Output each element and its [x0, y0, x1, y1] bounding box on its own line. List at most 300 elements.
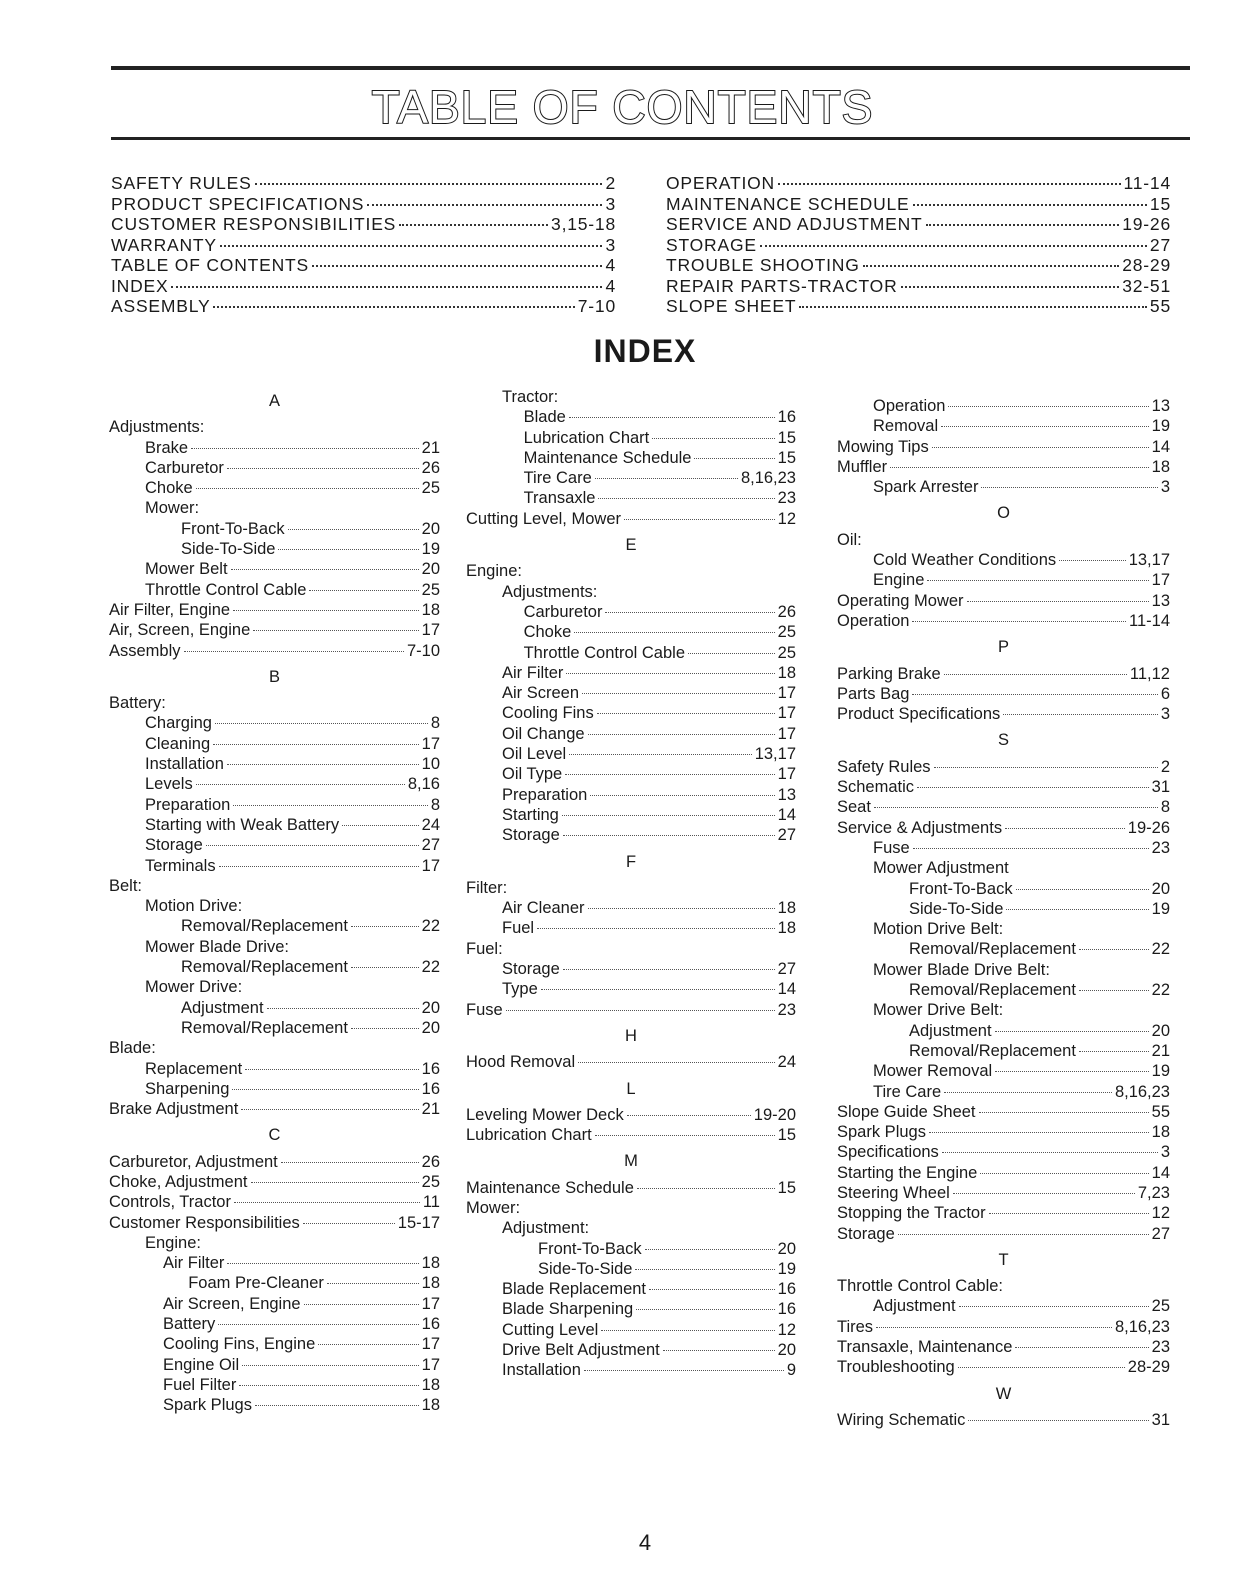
dot-leader: [1006, 909, 1148, 910]
dot-leader: [278, 549, 418, 550]
dot-leader: [253, 630, 418, 631]
index-entry-label: Adjustments:: [502, 582, 598, 601]
dot-leader: [537, 928, 775, 929]
dot-leader: [351, 967, 419, 968]
toc-entry-label: ASSEMBLY: [111, 296, 211, 316]
index-entry-label: Air Screen: [502, 684, 580, 703]
index-entry-label: Product Specifications: [837, 705, 1001, 724]
index-entry-label: Front-To-Back: [909, 879, 1013, 898]
dot-leader: [694, 458, 774, 459]
index-entry-page: 15: [777, 428, 796, 447]
index-entry-page: 24: [421, 815, 440, 834]
index-entry: [837, 530, 1170, 550]
index-entry: [109, 795, 440, 815]
index-letter-heading: H: [625, 1026, 637, 1045]
dot-leader: [196, 488, 419, 489]
index-letter-heading: B: [268, 667, 280, 686]
index-entry: [109, 620, 440, 640]
dot-leader: [206, 845, 419, 846]
index-entry-label: Cutting Level, Mower: [466, 509, 621, 528]
dot-leader: [624, 519, 775, 520]
index-entry-label: Operation: [873, 397, 946, 415]
index-entry-label: Hood Removal: [466, 1053, 576, 1072]
dot-leader: [342, 825, 419, 826]
dot-leader: [213, 744, 419, 745]
index-entry: [466, 683, 796, 703]
index-entry: [109, 713, 440, 733]
toc-entry-page: 3: [605, 193, 616, 214]
index-entry: [466, 703, 796, 723]
index-entry: [466, 724, 796, 744]
index-entry: [109, 1375, 440, 1395]
dot-leader: [574, 632, 774, 633]
dot-leader: [688, 653, 775, 654]
index-entry-label: Air Filter: [502, 663, 564, 682]
index-entry-page: 13: [1151, 591, 1170, 610]
dot-leader: [627, 1115, 751, 1116]
dot-leader: [890, 467, 1149, 468]
index-entry-label: Foam Pre-Cleaner: [188, 1274, 324, 1293]
index-entry: [109, 641, 440, 661]
index-entry-page: 25: [421, 479, 440, 498]
index-entry: [837, 591, 1170, 611]
index-entry-page: 8: [430, 714, 440, 733]
index-entry-label: Maintenance Schedule: [523, 448, 692, 467]
dot-leader: [281, 1162, 419, 1163]
index-entry-label: Mower Drive:: [145, 978, 243, 997]
toc-entry: [666, 276, 1171, 297]
index-entry-label: Mower:: [145, 499, 200, 518]
index-entry-label: Motion Drive:: [145, 897, 243, 916]
index-entry-label: Air Screen, Engine: [163, 1294, 301, 1313]
index-entry-page: 26: [777, 602, 796, 621]
dot-leader: [953, 1193, 1135, 1194]
index-entry-label: Carburetor: [145, 458, 224, 477]
dot-leader: [901, 286, 1120, 288]
dot-leader: [351, 1028, 419, 1029]
index-entry-page: 8,16,23: [740, 469, 796, 488]
dot-leader: [1003, 714, 1158, 715]
index-entry-page: 18: [421, 1396, 440, 1415]
index-entry-label: Choke: [523, 623, 572, 642]
toc-entry: [111, 235, 616, 256]
toc-entry-page: 27: [1149, 234, 1171, 255]
dot-leader: [255, 1405, 419, 1406]
index-entry-page: 25: [777, 623, 796, 642]
dot-leader: [562, 815, 775, 816]
index-entry-label: Engine: [873, 571, 925, 590]
dot-leader: [565, 774, 774, 775]
dot-leader: [1059, 560, 1126, 561]
index-entry-label: Cutting Level: [502, 1320, 599, 1339]
index-entry: [109, 937, 440, 957]
index-entry: [837, 477, 1170, 497]
dot-leader: [652, 438, 774, 439]
index-column-2: [466, 387, 796, 1381]
index-column-3: [837, 396, 1170, 1430]
index-entry-label: Brake Adjustment: [109, 1100, 239, 1119]
toc-entry: [111, 276, 616, 297]
index-entry-label: Starting: [502, 805, 559, 824]
dot-leader: [778, 183, 1121, 185]
index-entry-page: 17: [421, 1335, 440, 1354]
index-entry-label: Sharpening: [145, 1079, 230, 1098]
dot-leader: [233, 610, 419, 611]
index-entry-label: Fuel Filter: [163, 1375, 237, 1394]
index-entry-label: Removal: [873, 417, 939, 436]
dot-leader: [312, 265, 602, 267]
index-entry: [466, 448, 796, 468]
index-entry-label: Safety Rules: [837, 757, 931, 776]
index-entry-label: Preparation: [145, 795, 231, 814]
index-entry-page: 8: [1160, 798, 1170, 817]
toc-entry-label: PRODUCT SPECIFICATIONS: [111, 193, 365, 214]
index-entry: [109, 1079, 440, 1099]
index-entry-label: Adjustment: [909, 1021, 992, 1040]
dot-leader: [958, 1367, 1125, 1368]
index-entry-label: Tires: [837, 1317, 874, 1336]
index-entry: [109, 774, 440, 794]
index-entry-label: Battery: [163, 1315, 216, 1334]
dot-leader: [242, 1365, 419, 1366]
index-entry-page: 18: [421, 1274, 440, 1293]
index-entry-page: 14: [777, 980, 796, 999]
index-entry-label: Spark Arrester: [873, 478, 979, 497]
toc-entry-label: OPERATION: [666, 173, 775, 193]
index-entry-page: 16: [777, 1300, 796, 1319]
index-entry-page: 18: [777, 919, 796, 938]
index-entry-label: Preparation: [502, 785, 588, 804]
index-entry-label: Fuel: [502, 919, 535, 938]
toc-entry-page: 2: [605, 173, 616, 193]
index-entry: [466, 1105, 796, 1125]
index-entry: [109, 498, 440, 518]
index-entry-label: Air Cleaner: [502, 899, 585, 918]
index-entry: [466, 1178, 796, 1198]
dot-leader: [876, 1327, 1112, 1328]
toc-entry-label: SLOPE SHEET: [666, 296, 797, 316]
dot-leader: [799, 306, 1147, 308]
index-entry-page: 12: [1151, 1204, 1170, 1223]
index-entry-page: 28-29: [1127, 1358, 1170, 1377]
index-entry-page: 16: [777, 1280, 796, 1299]
index-entry-label: Spark Plugs: [163, 1396, 252, 1415]
dot-leader: [637, 1188, 775, 1189]
toc-entry-label: CUSTOMER RESPONSIBILITIES: [111, 214, 397, 234]
index-entry-label: Removal/Replacement: [181, 1018, 348, 1037]
index-entry: [466, 561, 796, 581]
index-entry-label: Air Filter, Engine: [109, 600, 231, 619]
dot-leader: [171, 286, 602, 288]
index-entry-label: Adjustment: [181, 998, 264, 1017]
toc-entry: [111, 296, 616, 317]
dot-leader: [227, 1263, 418, 1264]
index-entry: [109, 1355, 440, 1375]
index-entry: [837, 1296, 1170, 1316]
dot-leader: [267, 1008, 419, 1009]
index-entry: [466, 979, 796, 999]
index-entry-page: 25: [1151, 1297, 1170, 1316]
index-entry: [466, 785, 796, 805]
index-entry-label: Motion Drive Belt:: [873, 920, 1004, 939]
dot-leader: [1079, 949, 1149, 950]
dot-leader: [917, 787, 1149, 788]
index-entry-page: 18: [421, 1375, 440, 1394]
index-entry-page: 3: [1160, 478, 1170, 497]
index-entry-label: Oil Type: [502, 765, 563, 784]
dot-leader: [309, 590, 418, 591]
index-entry-page: 13,17: [754, 745, 796, 764]
index-entry: [466, 898, 796, 918]
page-title: TABLE OF CONTENTS: [371, 81, 874, 133]
index-entry-label: Parts Bag: [837, 684, 910, 703]
index-entry-page: 20: [1151, 1021, 1170, 1040]
dot-leader: [649, 1289, 775, 1290]
index-entry-label: Schematic: [837, 778, 915, 797]
dot-leader: [506, 1010, 775, 1011]
index-entry: [109, 458, 440, 478]
index-entry-page: 17: [421, 734, 440, 753]
index-entry-page: 24: [777, 1053, 796, 1072]
dot-leader: [569, 754, 752, 755]
index-entry-page: 20: [421, 998, 440, 1017]
index-entry-label: Assembly: [109, 641, 181, 660]
index-entry-page: 20: [777, 1341, 796, 1360]
index-entry-label: Oil:: [837, 530, 862, 549]
index-entry-page: 17: [421, 621, 440, 640]
index-entry-label: Removal/Replacement: [181, 958, 348, 977]
index-entry-label: Filter:: [466, 878, 508, 897]
index-letter-heading: L: [626, 1079, 636, 1098]
index-entry: [837, 838, 1170, 858]
index-entry-page: 25: [777, 643, 796, 662]
index-entry-label: Oil Change: [502, 724, 585, 743]
index-entry-page: 17: [777, 684, 796, 703]
index-entry: [837, 1082, 1170, 1102]
index-entry-label: Engine Oil: [163, 1355, 240, 1374]
index-entry: [837, 1021, 1170, 1041]
index-entry: [837, 960, 1170, 980]
index-entry: [837, 777, 1170, 797]
index-entry-page: 23: [1151, 838, 1170, 857]
dot-leader: [241, 1109, 418, 1110]
index-entry: [466, 1000, 796, 1020]
toc-entry-page: 11-14: [1123, 173, 1171, 193]
toc-entry-page: 19-26: [1122, 214, 1171, 234]
index-entry: [466, 1239, 796, 1259]
index-entry-page: 21: [421, 1100, 440, 1119]
index-entry-label: Tire Care: [523, 469, 592, 488]
index-entry-page: 23: [777, 1000, 796, 1019]
toc-entry-label: SERVICE AND ADJUSTMENT: [666, 214, 923, 234]
toc-entry-label: TROUBLE SHOOTING: [666, 255, 860, 275]
index-entry-label: Mower:: [466, 1198, 521, 1217]
index-entry: [109, 519, 440, 539]
toc-entry-page: 4: [605, 275, 616, 296]
index-entry: [109, 916, 440, 936]
dot-leader: [233, 805, 428, 806]
index-entry: [109, 1172, 440, 1192]
dot-leader: [191, 448, 419, 449]
index-entry: [466, 1360, 796, 1380]
index-entry-label: Fuse: [873, 838, 910, 857]
index-entry-label: Fuse: [466, 1000, 503, 1019]
dot-leader: [255, 183, 603, 185]
toc-entry: [111, 173, 616, 194]
index-entry-label: Mower Belt: [145, 560, 228, 579]
index-entry: [109, 1395, 440, 1415]
index-entry-label: Removal/Replacement: [909, 1041, 1076, 1060]
index-entry: [837, 684, 1170, 704]
index-entry-page: 14: [777, 805, 796, 824]
toc-entry-label: MAINTENANCE SCHEDULE: [666, 193, 910, 214]
index-entry-label: Removal/Replacement: [909, 981, 1076, 1000]
index-entry-label: Throttle Control Cable: [145, 580, 307, 599]
dot-leader: [927, 580, 1148, 581]
index-entry: [109, 1152, 440, 1172]
dot-leader: [941, 426, 1149, 427]
index-entry-page: 22: [1151, 940, 1170, 959]
dot-leader: [304, 1304, 419, 1305]
dot-leader: [588, 908, 775, 909]
index-entry: [837, 919, 1170, 939]
index-letter-heading: O: [997, 504, 1010, 523]
dot-leader: [760, 245, 1147, 247]
index-entry-label: Mower Adjustment: [873, 859, 1009, 878]
dot-leader: [601, 1330, 774, 1331]
index-entry-label: Replacement: [145, 1059, 243, 1078]
index-entry-label: Operating Mower: [837, 591, 964, 610]
index-entry-label: Cooling Fins, Engine: [163, 1335, 316, 1354]
index-entry: [466, 407, 796, 427]
index-entry: [109, 559, 440, 579]
index-entry: [837, 980, 1170, 1000]
index-entry-label: Removal/Replacement: [181, 917, 348, 936]
index-entry: [466, 387, 796, 407]
index-entry: [466, 582, 796, 602]
index-entry-label: Throttle Control Cable:: [837, 1277, 1003, 1296]
index-entry-label: Type: [502, 980, 538, 999]
index-entry: [837, 1163, 1170, 1183]
index-entry-page: 27: [777, 826, 796, 845]
dot-leader: [968, 1420, 1148, 1421]
index-entry: [837, 664, 1170, 684]
dot-leader: [595, 1135, 775, 1136]
index-entry: [837, 818, 1170, 838]
dot-leader: [979, 1112, 1149, 1113]
index-entry-label: Tractor:: [502, 388, 559, 406]
index-entry-label: Starting with Weak Battery: [145, 815, 340, 834]
dot-leader: [942, 1152, 1158, 1153]
dot-leader: [1016, 889, 1149, 890]
index-entry-page: 17: [421, 1355, 440, 1374]
title-rule: [111, 137, 1190, 140]
index-entry-page: 26: [421, 1152, 440, 1171]
index-entry-page: 18: [1151, 457, 1170, 476]
index-entry-page: 25: [421, 1172, 440, 1191]
toc-entry-page: 15: [1149, 193, 1171, 214]
dot-leader: [231, 569, 419, 570]
index-entry: [466, 825, 796, 845]
dot-leader: [582, 693, 775, 694]
index-entry: [837, 1276, 1170, 1296]
index-entry: [109, 478, 440, 498]
index-entry: [837, 437, 1170, 457]
dot-leader: [636, 1309, 774, 1310]
index-entry-label: Specifications: [837, 1143, 939, 1162]
index-entry-page: 19: [421, 540, 440, 559]
index-entry: [466, 1299, 796, 1319]
index-entry-page: 20: [421, 560, 440, 579]
index-entry: [109, 1273, 440, 1293]
index-entry-page: 17: [777, 724, 796, 743]
index-entry: [837, 416, 1170, 436]
index-entry-label: Wiring Schematic: [837, 1410, 966, 1429]
index-entry-label: Leveling Mower Deck: [466, 1105, 624, 1124]
index-entry: [837, 1410, 1170, 1430]
dot-leader: [597, 713, 775, 714]
index-entry-label: Lubrication Chart: [466, 1126, 592, 1145]
index-entry-label: Installation: [145, 755, 224, 774]
index-entry: [466, 1052, 796, 1072]
index-entry-page: 16: [421, 1079, 440, 1098]
index-entry-page: 15: [777, 1178, 796, 1197]
index-entry: [466, 1218, 796, 1238]
index-letter-heading: C: [268, 1126, 281, 1145]
index-entry-label: Adjustment:: [502, 1219, 590, 1238]
index-entry: [466, 1259, 796, 1279]
index-entry-label: Battery:: [109, 694, 166, 713]
index-entry: [109, 1059, 440, 1079]
index-entry-label: Engine:: [466, 562, 522, 581]
index-entry-label: Starting the Engine: [837, 1163, 978, 1182]
index-entry-page: 23: [1151, 1338, 1170, 1357]
index-entry: [837, 1122, 1170, 1142]
dot-leader: [948, 406, 1148, 407]
index-entry-label: Storage: [502, 826, 560, 845]
index-entry-label: Drive Belt Adjustment: [502, 1341, 660, 1360]
index-entry-page: 31: [1151, 778, 1170, 797]
dot-leader: [663, 1350, 775, 1351]
index-entry-page: 27: [421, 836, 440, 855]
index-entry-label: Transaxle, Maintenance: [837, 1338, 1013, 1357]
index-entry: [837, 1357, 1170, 1377]
index-entry-label: Adjustments:: [109, 418, 205, 437]
dot-leader: [995, 1071, 1148, 1072]
index-entry-page: 19: [1151, 899, 1170, 918]
dot-leader: [967, 601, 1149, 602]
index-entry-label: Choke, Adjustment: [109, 1172, 248, 1191]
index-entry-label: Transaxle: [523, 489, 596, 508]
index-entry-label: Mower Blade Drive:: [145, 937, 289, 956]
index-letter-heading: P: [997, 638, 1009, 657]
index-entry-page: 13,17: [1128, 551, 1170, 570]
dot-leader: [218, 1324, 418, 1325]
toc-entry-label: TABLE OF CONTENTS: [111, 255, 310, 275]
index-entry-page: 15: [777, 1126, 796, 1145]
index-letter-heading: W: [995, 1384, 1012, 1403]
index-entry: [109, 998, 440, 1018]
index-entry-page: 18: [421, 1254, 440, 1273]
index-entry: [109, 1018, 440, 1038]
index-entry-label: Steering Wheel: [837, 1183, 950, 1202]
index-entry-page: 17: [1151, 571, 1170, 590]
dot-leader: [598, 498, 774, 499]
toc-entry-page: 32-51: [1122, 275, 1171, 296]
index-entry-page: 6: [1160, 684, 1170, 703]
index-letter-heading: S: [997, 731, 1009, 750]
index-entry: [466, 805, 796, 825]
